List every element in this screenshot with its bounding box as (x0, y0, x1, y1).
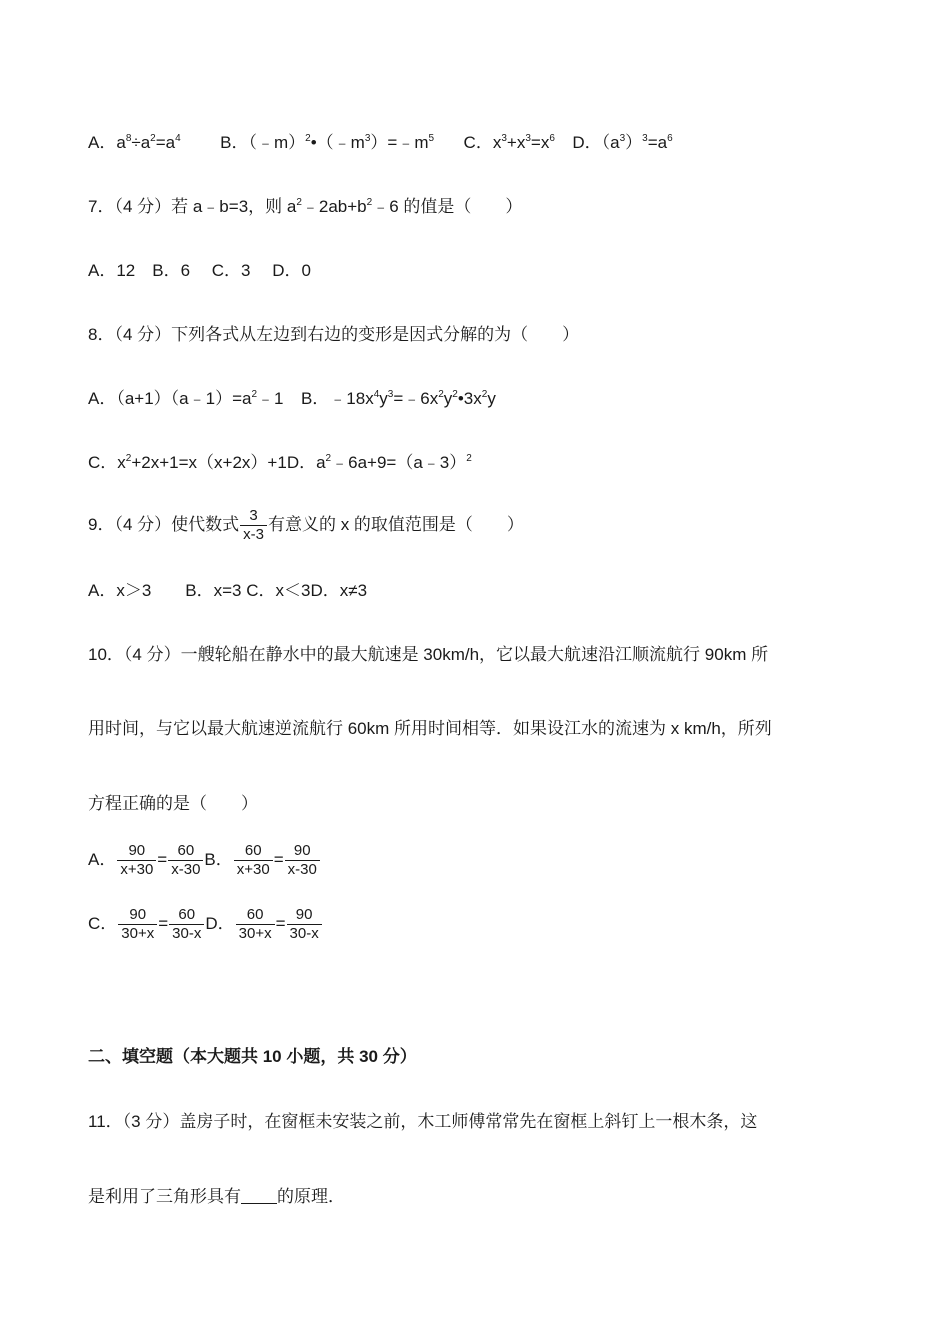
q10-options-cd: C． $\frac{90}{30+x}$ = $\frac{60}{30-x}$ D． $\frac{60}{30+x}$ = $\frac{90}{30-x}$ (88, 906, 323, 943)
q10-line-3: 方程正确的是（ ） (88, 794, 258, 813)
q9-options: A．x＞3 B．x=3 C．x＜3D．x≠3 (88, 581, 368, 600)
q7-options: A．12 B．6 C．3 D．0 (88, 261, 311, 280)
q8-options-cd: C．$x^2+2x+1=x(x+2x)+1D$．$a^2﹣6a+9=(a﹣3)^2$ (88, 453, 472, 472)
q11-line-1: 11．（3 分）盖房子时，在窗框未安装之前，木工师傅常常先在窗框上斜钉上一根木条，这 (88, 1112, 758, 1131)
fill-blank (241, 1185, 277, 1204)
q8-stem: 8．（4 分）下列各式从左边到右边的变形是因式分解的为（ ） (88, 325, 580, 344)
q10-line-1: 10．（4 分）一艘轮船在静水中的最大航速是 30km/h，它以最大航速沿江顺流航行 90km 所 (88, 645, 769, 664)
q7-stem: 7．（4 分）若 a﹣b=3，则 $a^2﹣2ab+b^2﹣6$ 的值是（ ） (88, 197, 523, 216)
section-2-title: 二、填空题（本大题共 10 小题，共 30 分） (88, 1047, 417, 1066)
q8-options-ab: A．$(a+1)(a﹣1)=a^2﹣1$ B．$﹣18x^4y^3=﹣6x^2y^2•3x^2y$ (88, 389, 496, 408)
q9-fraction: $\frac{3}{x-3}$ (240, 507, 267, 544)
q10-options-ab: A． $\frac{90}{x+30}$ = $\frac{60}{x-30}$ B． $\frac{60}{x+30}$ = $\frac{90}{x-30}$ (88, 842, 321, 879)
q6-options: A．$a^8\div a^2=a^4$ B．$(﹣m)^2•(﹣m^3)=﹣m^5$ C．$x^3+x^3=x^6$ D．$(a^3)^3=a^6$ (88, 133, 673, 152)
q10-line-2: 用时间，与它以最大航速逆流航行 60km 所用时间相等．如果设江水的流速为 x km/h，所列 (88, 719, 772, 738)
q9-stem: 9．（4 分）使代数式 $\frac{3}{x-3}$ 有意义的 x 的取值范围是（ ） (88, 507, 524, 543)
q11-line-2: 是利用了三角形具有 的原理． (88, 1187, 345, 1206)
